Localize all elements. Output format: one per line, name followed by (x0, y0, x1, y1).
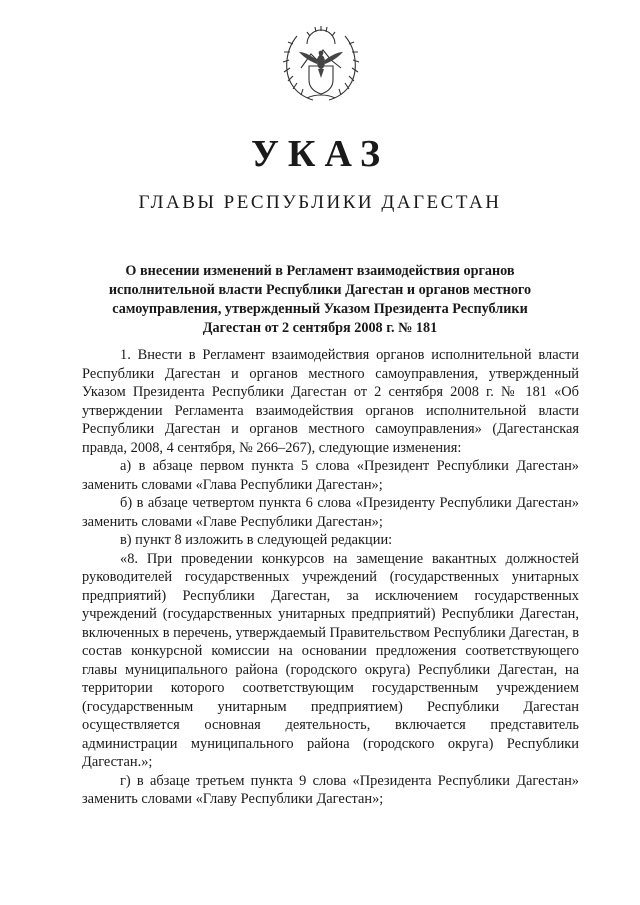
paragraph: а) в абзаце первом пункта 5 слова «Президент Республики Дагестан» заменить словами «Глава Республики Дагестан»; (82, 458, 579, 493)
coat-of-arms-icon (279, 22, 363, 106)
document-body (82, 346, 579, 809)
paragraph: 1. Внести в Регламент взаимодействия органов исполнительной власти Республики Дагестан и органов местного самоуправления, утвержденный Указом Президента Республики Дагестан от 2 сентября 2008 г. № 181 «Об утверждении Регламента взаимодействия органов исполнительной власти Республики Дагестан и органов местного самоуправления» (Дагестанская правда, 2008, 4 сентября, № 266–267), следующие изменения: (82, 347, 579, 456)
paragraph: «8. При проведении конкурсов на замещение вакантных должностей руководителей государственных учреждений (государственных унитарных предприятий) Республики Дагестан, за исключением государственных учреждений (государственных унитарных предприятий) Республики Дагестан, включенных в перечень, утверждаемый Правительством Республики Дагестан, в состав конкурсной комиссии на основании предложения соответствующего главы муниципального района (городского округа) Республики Дагестан, на территории которого соответствующим государственным учреждением (государственным унитарным предприятием) Республики Дагестан осуществляется основная деятельность, включается представитель администрации муниципального района (городского округа) Республики Дагестан.»; (82, 550, 579, 770)
paragraph: г) в абзаце третьем пункта 9 слова «Президента Республики Дагестан» заменить словами «Главу Республики Дагестан»; (82, 772, 579, 807)
page-title: УКАЗ (251, 133, 389, 175)
paragraph: б) в абзаце четвертом пункта 6 слова «Президенту Республики Дагестан» заменить словами «Главе Республики Дагестан»; (82, 495, 579, 530)
paragraph: в) пункт 8 изложить в следующей редакции: (120, 532, 393, 548)
document-subtitle: ГЛАВЫ РЕСПУБЛИКИ ДАГЕСТАН (138, 192, 502, 213)
document-heading: О внесении изменений в Регламент взаимодействия органов исполнительной власти Республики Дагестан и органов местного самоуправления, утвержденный Указом Президента Республики Дагестан от 2 сентября 2008 г. № 181 (108, 263, 532, 336)
